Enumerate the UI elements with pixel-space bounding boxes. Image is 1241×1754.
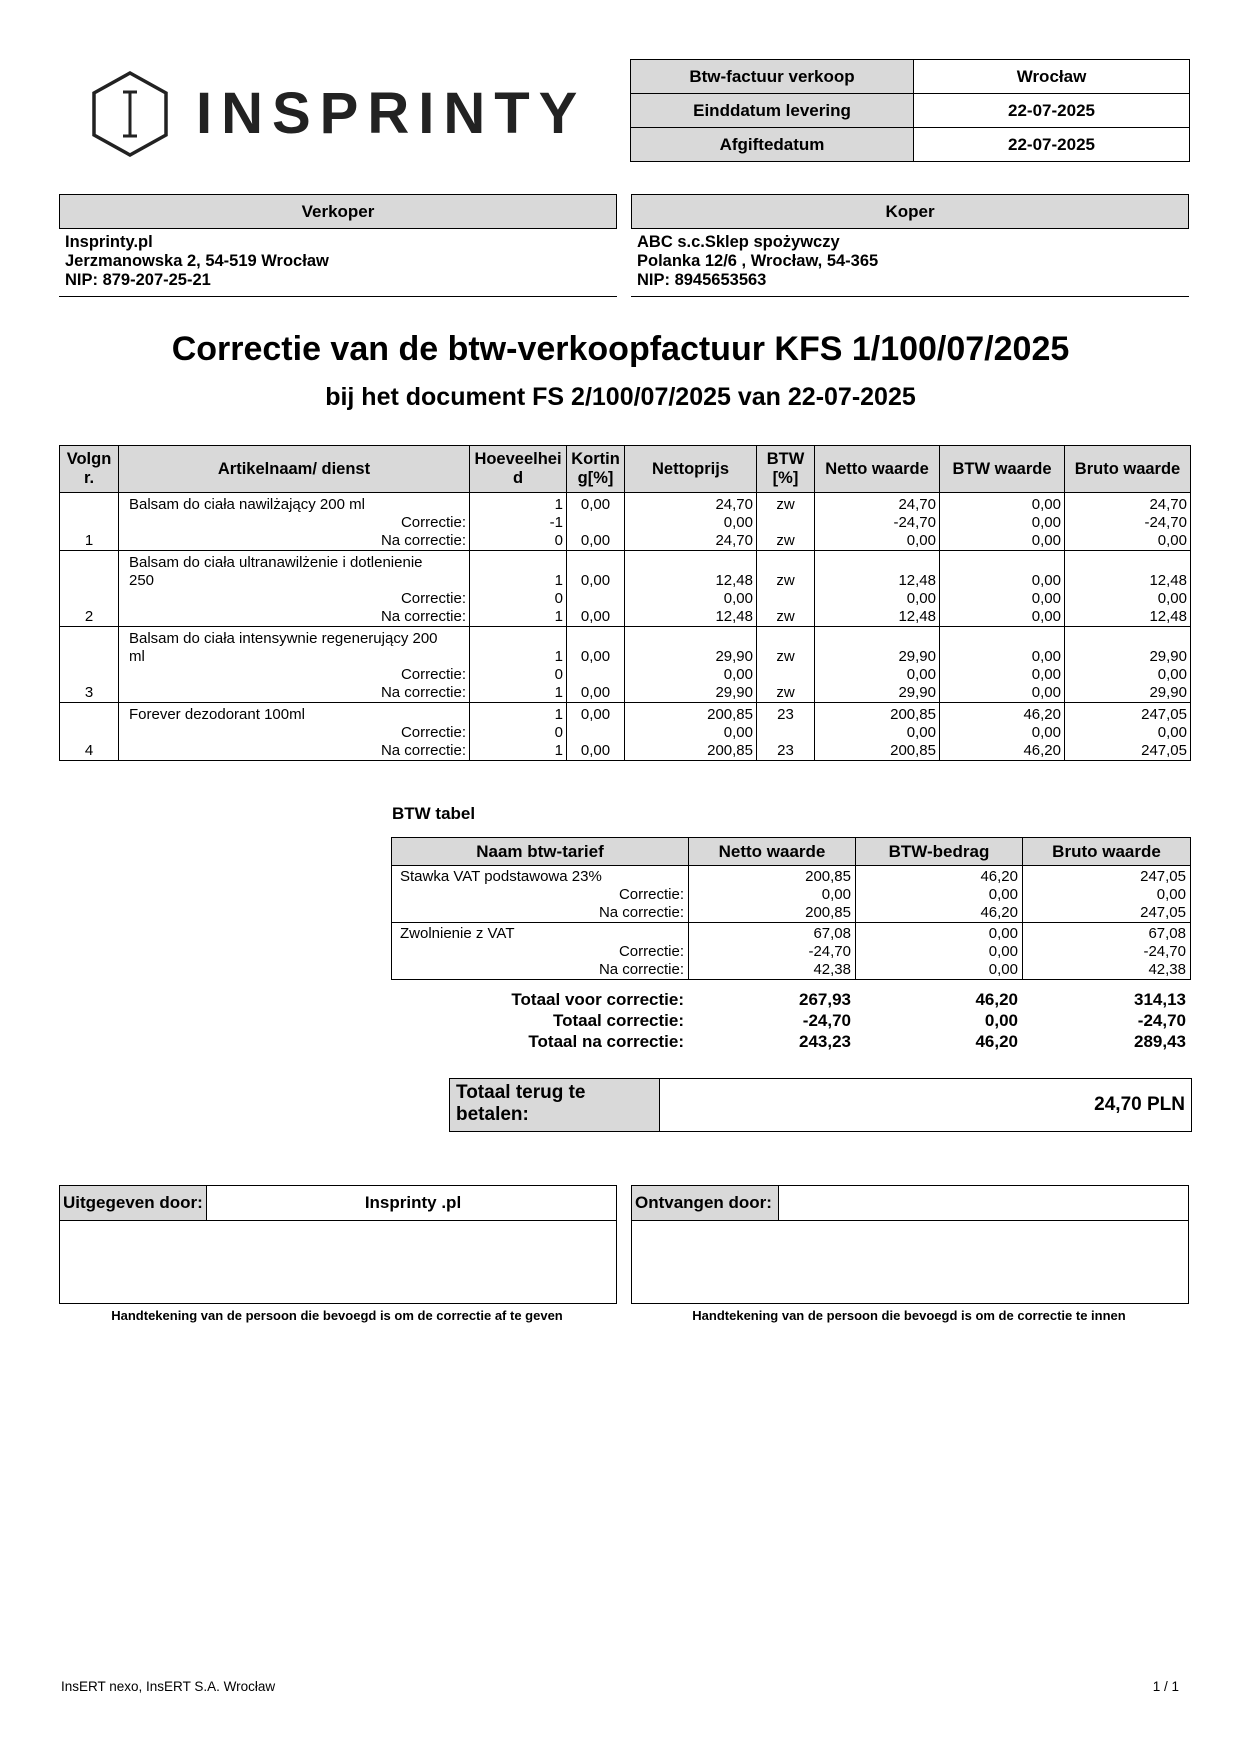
vat-header-row bbox=[392, 838, 1191, 866]
after-net: 200,85 bbox=[815, 742, 940, 761]
col-discount: Korting[%] bbox=[567, 446, 625, 493]
item-price: 12,48 bbox=[625, 572, 757, 590]
corr-vat-value: 0,00 bbox=[940, 724, 1065, 742]
after-vat-value: 0,00 bbox=[940, 608, 1065, 627]
item-discount: 0,00 bbox=[567, 572, 625, 590]
correction-label: Correctie: bbox=[119, 666, 470, 684]
buyer-address: Polanka 12/6 , Wrocław, 54-365 bbox=[637, 252, 879, 270]
col-name: Artikelnaam/ dienst bbox=[119, 446, 470, 493]
seller-block bbox=[59, 194, 617, 297]
after-qty: 1 bbox=[470, 608, 567, 627]
after-discount: 0,00 bbox=[567, 532, 625, 551]
table-row bbox=[392, 961, 1191, 980]
corr-vat-value: 0,00 bbox=[940, 666, 1065, 684]
after-price: 12,48 bbox=[625, 608, 757, 627]
item-qty: 1 bbox=[470, 703, 567, 725]
after-vat-rate: zw bbox=[757, 684, 815, 703]
vat-table-label: BTW tabel bbox=[392, 804, 476, 823]
after-label: Na correctie: bbox=[392, 904, 689, 923]
col-price: Nettoprijs bbox=[625, 446, 757, 493]
totals-vat: 46,20 bbox=[975, 990, 1018, 1009]
col-lp: Volgnr. bbox=[60, 446, 119, 493]
total-to-pay-value: 24,70 PLN bbox=[1094, 1094, 1185, 1115]
totals-vat: 0,00 bbox=[984, 1011, 1018, 1030]
document-subtitle: bij het document FS 2/100/07/2025 van 22-07-2025 bbox=[325, 383, 916, 411]
issued-by-caption: Handtekening van de persoon die bevoegd is om de correctie af te geven bbox=[111, 1308, 563, 1323]
after-label: Na correctie: bbox=[392, 961, 689, 980]
after-qty: 1 bbox=[470, 684, 567, 703]
item-gross: 29,90 bbox=[1065, 648, 1191, 666]
corr-gross: -24,70 bbox=[1065, 514, 1191, 532]
table-row bbox=[60, 608, 1191, 627]
col-net: Netto waarde bbox=[815, 446, 940, 493]
correction-label: Correctie: bbox=[392, 943, 689, 961]
items-header-row bbox=[60, 446, 1191, 493]
table-row bbox=[60, 703, 1191, 725]
corr-qty: 0 bbox=[470, 666, 567, 684]
correction-label: Correctie: bbox=[119, 724, 470, 742]
corr-net: 0,00 bbox=[815, 724, 940, 742]
item-lp: 3 bbox=[60, 684, 119, 703]
totals-row bbox=[391, 989, 1190, 1010]
after-vat-value: 46,20 bbox=[940, 742, 1065, 761]
vat-gross: 42,38 bbox=[1023, 961, 1191, 980]
issued-by-header bbox=[60, 1186, 616, 1221]
item-lp: 1 bbox=[60, 532, 119, 551]
table-row bbox=[392, 923, 1191, 944]
corr-qty: 0 bbox=[470, 724, 567, 742]
corr-net: 0,00 bbox=[815, 590, 940, 608]
totals-net: 243,23 bbox=[799, 1032, 851, 1051]
vat-net: 42,38 bbox=[689, 961, 856, 980]
received-by-caption: Handtekening van de persoon die bevoegd is om de correctie te innen bbox=[692, 1308, 1126, 1323]
corr-gross: 0,00 bbox=[1065, 590, 1191, 608]
issued-by-value: Insprinty .pl bbox=[364, 1193, 462, 1212]
item-name-cont: 250 bbox=[119, 572, 470, 590]
item-name: Balsam do ciała intensywnie regenerujący 200 bbox=[119, 627, 470, 649]
corr-net: -24,70 bbox=[815, 514, 940, 532]
after-gross: 12,48 bbox=[1065, 608, 1191, 627]
vat-rate-name: Stawka VAT podstawowa 23% bbox=[392, 866, 689, 887]
item-net: 29,90 bbox=[815, 648, 940, 666]
item-discount: 0,00 bbox=[567, 648, 625, 666]
item-net: 12,48 bbox=[815, 572, 940, 590]
table-row bbox=[392, 943, 1191, 961]
vat-amount: 46,20 bbox=[856, 904, 1023, 923]
table-row bbox=[392, 904, 1191, 923]
table-row bbox=[60, 627, 1191, 649]
item-vat-rate: zw bbox=[757, 572, 815, 590]
buyer-heading: Koper bbox=[631, 194, 1189, 229]
vat-amount: 0,00 bbox=[856, 943, 1023, 961]
item-discount: 0,00 bbox=[567, 703, 625, 725]
item-qty: 1 bbox=[470, 493, 567, 515]
item-vat-value: 46,20 bbox=[940, 703, 1065, 725]
info-value: 22-07-2025 bbox=[914, 128, 1190, 162]
item-vat-rate: zw bbox=[757, 493, 815, 515]
vat-gross: 67,08 bbox=[1023, 923, 1191, 944]
invoice-info-table bbox=[630, 59, 1190, 162]
table-row bbox=[392, 886, 1191, 904]
item-vat-value: 0,00 bbox=[940, 493, 1065, 515]
corr-gross: 0,00 bbox=[1065, 666, 1191, 684]
totals-net: -24,70 bbox=[802, 1011, 851, 1030]
corr-vat-value: 0,00 bbox=[940, 590, 1065, 608]
vat-gross: 247,05 bbox=[1023, 904, 1191, 923]
totals-label: Totaal correctie: bbox=[552, 1011, 684, 1030]
totals-vat: 46,20 bbox=[975, 1032, 1018, 1051]
table-row bbox=[60, 666, 1191, 684]
col-vat-value: BTW waarde bbox=[940, 446, 1065, 493]
info-row bbox=[631, 94, 1190, 128]
corr-price: 0,00 bbox=[625, 666, 757, 684]
totals-table bbox=[391, 989, 1190, 1052]
info-row bbox=[631, 128, 1190, 162]
col-vat-rate: BTW [%] bbox=[757, 446, 815, 493]
table-row bbox=[60, 532, 1191, 551]
info-value: 22-07-2025 bbox=[914, 94, 1190, 128]
item-vat-rate: 23 bbox=[757, 703, 815, 725]
hexagon-i-logo-icon bbox=[90, 70, 170, 158]
after-label: Na correctie: bbox=[119, 742, 470, 761]
after-label: Na correctie: bbox=[119, 684, 470, 703]
after-price: 200,85 bbox=[625, 742, 757, 761]
table-row bbox=[60, 493, 1191, 515]
item-gross: 24,70 bbox=[1065, 493, 1191, 515]
vat-net: 0,00 bbox=[689, 886, 856, 904]
info-label: Btw-factuur verkoop bbox=[631, 60, 914, 94]
buyer-nip: NIP: 8945653563 bbox=[637, 271, 767, 289]
after-qty: 0 bbox=[470, 532, 567, 551]
correction-label: Correctie: bbox=[392, 886, 689, 904]
after-net: 29,90 bbox=[815, 684, 940, 703]
table-row bbox=[60, 514, 1191, 532]
seller-heading: Verkoper bbox=[59, 194, 617, 229]
after-vat-value: 0,00 bbox=[940, 684, 1065, 703]
table-row bbox=[60, 590, 1191, 608]
corr-price: 0,00 bbox=[625, 514, 757, 532]
seller-address: Jerzmanowska 2, 54-519 Wrocław bbox=[65, 252, 329, 270]
item-gross: 12,48 bbox=[1065, 572, 1191, 590]
seller-name: Insprinty.pl bbox=[65, 233, 153, 251]
seller-details bbox=[59, 229, 617, 297]
received-by-label: Ontvangen door: bbox=[632, 1186, 779, 1220]
after-net: 12,48 bbox=[815, 608, 940, 627]
vat-col-rate: Naam btw-tarief bbox=[392, 838, 689, 866]
vat-amount: 46,20 bbox=[856, 866, 1023, 887]
after-qty: 1 bbox=[470, 742, 567, 761]
table-row bbox=[60, 648, 1191, 666]
col-qty: Hoeveelheid bbox=[470, 446, 567, 493]
item-net: 200,85 bbox=[815, 703, 940, 725]
vat-net: 67,08 bbox=[689, 923, 856, 944]
info-label: Afgiftedatum bbox=[631, 128, 914, 162]
item-lp: 2 bbox=[60, 608, 119, 627]
document-title: Correctie van de btw-verkoopfactuur KFS 1/100/07/2025 bbox=[171, 330, 1070, 368]
table-row bbox=[60, 742, 1191, 761]
table-row bbox=[60, 572, 1191, 590]
totals-gross: 314,13 bbox=[1134, 990, 1186, 1009]
item-price: 24,70 bbox=[625, 493, 757, 515]
corr-price: 0,00 bbox=[625, 724, 757, 742]
seller-nip: NIP: 879-207-25-21 bbox=[65, 271, 211, 289]
after-gross: 29,90 bbox=[1065, 684, 1191, 703]
item-price: 29,90 bbox=[625, 648, 757, 666]
item-qty: 1 bbox=[470, 648, 567, 666]
after-label: Na correctie: bbox=[119, 608, 470, 627]
vat-gross: 247,05 bbox=[1023, 866, 1191, 887]
info-row bbox=[631, 60, 1190, 94]
totals-row bbox=[391, 1010, 1190, 1031]
buyer-block bbox=[631, 194, 1189, 297]
totals-gross: 289,43 bbox=[1134, 1032, 1186, 1051]
after-label: Na correctie: bbox=[119, 532, 470, 551]
item-name: Forever dezodorant 100ml bbox=[119, 703, 470, 725]
col-gross: Bruto waarde bbox=[1065, 446, 1191, 493]
item-vat-value: 0,00 bbox=[940, 572, 1065, 590]
vat-gross: -24,70 bbox=[1023, 943, 1191, 961]
table-row bbox=[60, 551, 1191, 573]
after-discount: 0,00 bbox=[567, 608, 625, 627]
vat-gross: 0,00 bbox=[1023, 886, 1191, 904]
totals-row bbox=[391, 1031, 1190, 1052]
item-name-cont: ml bbox=[119, 648, 470, 666]
correction-label: Correctie: bbox=[119, 590, 470, 608]
item-name: Balsam do ciała ultranawilżenie i dotlenienie bbox=[119, 551, 470, 573]
totals-label: Totaal voor correctie: bbox=[511, 990, 684, 1009]
item-lp: 4 bbox=[60, 742, 119, 761]
after-price: 29,90 bbox=[625, 684, 757, 703]
vat-col-gross: Bruto waarde bbox=[1023, 838, 1191, 866]
table-row bbox=[392, 866, 1191, 887]
item-gross: 247,05 bbox=[1065, 703, 1191, 725]
corr-net: 0,00 bbox=[815, 666, 940, 684]
vat-amount: 0,00 bbox=[856, 961, 1023, 980]
corr-qty: 0 bbox=[470, 590, 567, 608]
total-to-pay-label: Totaal terug te betalen: bbox=[450, 1079, 660, 1131]
issued-by-label: Uitgegeven door: bbox=[60, 1186, 207, 1220]
corr-vat-value: 0,00 bbox=[940, 514, 1065, 532]
buyer-name: ABC s.c.Sklep spożywczy bbox=[637, 233, 840, 251]
table-row bbox=[60, 684, 1191, 703]
after-gross: 247,05 bbox=[1065, 742, 1191, 761]
item-qty: 1 bbox=[470, 572, 567, 590]
after-price: 24,70 bbox=[625, 532, 757, 551]
footer-software: InsERT nexo, InsERT S.A. Wrocław bbox=[61, 1679, 276, 1694]
vat-col-vat: BTW-bedrag bbox=[856, 838, 1023, 866]
item-discount: 0,00 bbox=[567, 493, 625, 515]
logo-text: INSPRINTY bbox=[196, 81, 587, 146]
issued-by-box bbox=[59, 1185, 617, 1304]
received-by-box bbox=[631, 1185, 1189, 1304]
item-price: 200,85 bbox=[625, 703, 757, 725]
table-row bbox=[60, 724, 1191, 742]
totals-label: Totaal na correctie: bbox=[528, 1032, 684, 1051]
vat-net: 200,85 bbox=[689, 904, 856, 923]
footer-page-number: 1 / 1 bbox=[1152, 1679, 1179, 1694]
info-label: Einddatum levering bbox=[631, 94, 914, 128]
buyer-details bbox=[631, 229, 1189, 297]
vat-net: -24,70 bbox=[689, 943, 856, 961]
vat-col-net: Netto waarde bbox=[689, 838, 856, 866]
totals-gross: -24,70 bbox=[1137, 1011, 1186, 1030]
item-vat-rate: zw bbox=[757, 648, 815, 666]
after-net: 0,00 bbox=[815, 532, 940, 551]
items-table bbox=[59, 445, 1191, 761]
after-vat-value: 0,00 bbox=[940, 532, 1065, 551]
vat-table bbox=[391, 837, 1191, 980]
after-gross: 0,00 bbox=[1065, 532, 1191, 551]
received-by-header bbox=[632, 1186, 1188, 1221]
info-value: Wrocław bbox=[914, 60, 1190, 94]
total-to-pay-box bbox=[449, 1078, 1192, 1132]
item-net: 24,70 bbox=[815, 493, 940, 515]
item-name: Balsam do ciała nawilżający 200 ml bbox=[119, 493, 470, 515]
vat-rate-name: Zwolnienie z VAT bbox=[392, 923, 689, 944]
after-vat-rate: zw bbox=[757, 608, 815, 627]
corr-price: 0,00 bbox=[625, 590, 757, 608]
item-vat-value: 0,00 bbox=[940, 648, 1065, 666]
received-by-value bbox=[782, 1186, 1188, 1220]
after-discount: 0,00 bbox=[567, 684, 625, 703]
vat-amount: 0,00 bbox=[856, 923, 1023, 944]
corr-qty: -1 bbox=[470, 514, 567, 532]
after-vat-rate: 23 bbox=[757, 742, 815, 761]
totals-net: 267,93 bbox=[799, 990, 851, 1009]
vat-net: 200,85 bbox=[689, 866, 856, 887]
corr-gross: 0,00 bbox=[1065, 724, 1191, 742]
correction-label: Correctie: bbox=[119, 514, 470, 532]
after-discount: 0,00 bbox=[567, 742, 625, 761]
vat-amount: 0,00 bbox=[856, 886, 1023, 904]
after-vat-rate: zw bbox=[757, 532, 815, 551]
